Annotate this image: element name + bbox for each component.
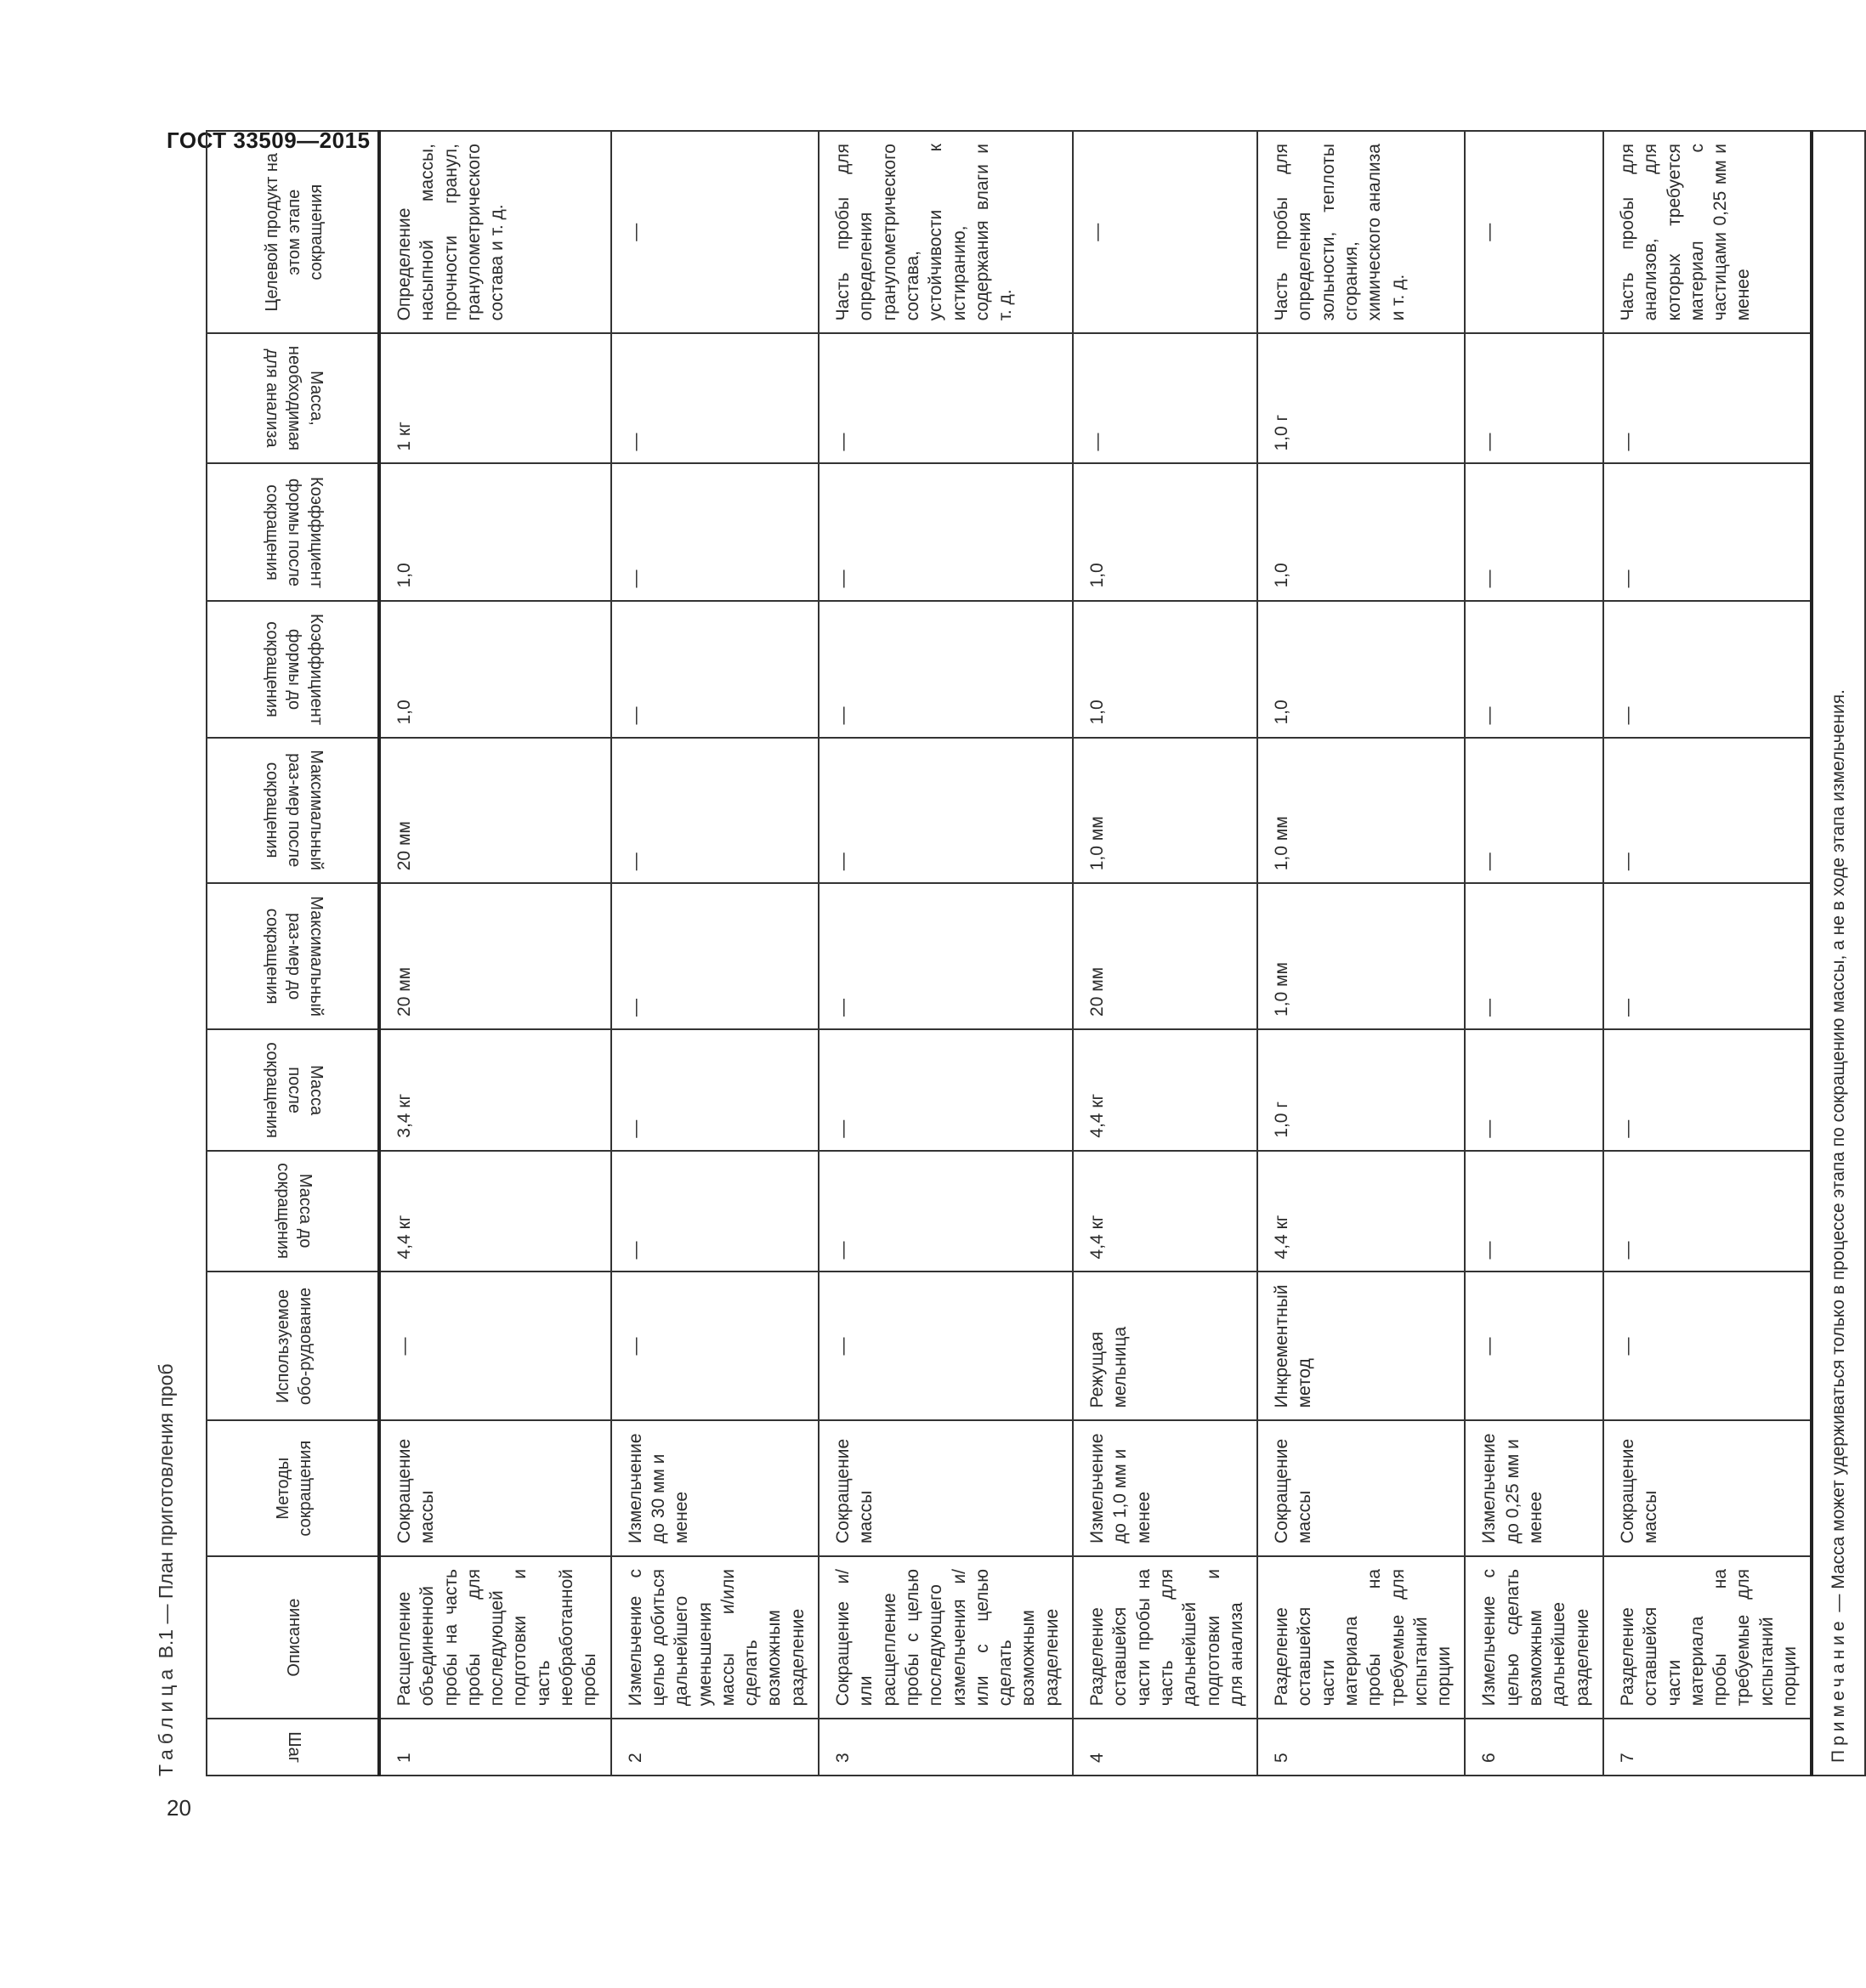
cell-shape-before: — xyxy=(1465,601,1602,738)
cell-target: Часть пробы для определения зольности, теплоты сгорания, химического анализа и т. д. xyxy=(1257,131,1465,333)
cell-target: Часть пробы для определения гранулометрического состава, устойчивости к истиранию, содержания влаги и т. д. xyxy=(819,131,1073,333)
cell-size-before: 1,0 мм xyxy=(1257,883,1465,1029)
cell-step: 2 xyxy=(611,1719,819,1776)
cell-method: Измельчение до 0,25 мм и менее xyxy=(1465,1420,1602,1556)
cell-shape-before: 1,0 xyxy=(379,601,611,738)
cell-shape-after: — xyxy=(1465,464,1602,601)
cell-shape-before: 1,0 xyxy=(1257,601,1465,738)
header-method: Методы сокращения xyxy=(207,1420,379,1556)
cell-description: Разделение оставшейся части материала пробы на требуемые для испытаний порции xyxy=(1603,1556,1812,1719)
cell-mass-after: — xyxy=(819,1029,1073,1151)
cell-step: 4 xyxy=(1073,1719,1257,1776)
cell-target: — xyxy=(1073,131,1257,333)
cell-mass-after: — xyxy=(611,1029,819,1151)
document-header: ГОСТ 33509—2015 xyxy=(167,127,371,153)
cell-step: 7 xyxy=(1603,1719,1812,1776)
cell-target: — xyxy=(611,131,819,333)
cell-step: 3 xyxy=(819,1719,1073,1776)
cell-size-after: 20 мм xyxy=(379,738,611,884)
table-caption xyxy=(155,1363,178,1776)
cell-mass-analysis: — xyxy=(1603,333,1812,463)
cell-equipment: — xyxy=(819,1272,1073,1420)
table-row xyxy=(611,131,819,1776)
table-note xyxy=(1812,131,1864,1776)
cell-mass-before: 4,4 кг xyxy=(1257,1151,1465,1272)
cell-mass-before: — xyxy=(1603,1151,1812,1272)
cell-size-after: — xyxy=(819,738,1073,884)
cell-mass-after: 4,4 кг xyxy=(1073,1029,1257,1151)
cell-mass-before: — xyxy=(1465,1151,1602,1272)
cell-size-after: 1,0 мм xyxy=(1257,738,1465,884)
caption-text: В.1 — План приготовления проб xyxy=(155,1363,177,1659)
cell-description: Измельчение с целью сделать возможным дальнейшее разделение xyxy=(1465,1556,1602,1719)
cell-mass-after: 3,4 кг xyxy=(379,1029,611,1151)
header-mass-analysis: Масса, необходимая для анализа xyxy=(207,333,379,463)
caption-label: Таблица xyxy=(155,1663,177,1776)
cell-equipment: — xyxy=(611,1272,819,1420)
cell-description: Измельчение с целью добиться дальнейшего уменьшения массы и/или сделать возможным разделение xyxy=(611,1556,819,1719)
cell-target: — xyxy=(1465,131,1602,333)
cell-equipment: — xyxy=(1465,1272,1602,1420)
cell-shape-before: 1,0 xyxy=(1073,601,1257,738)
cell-mass-before: 4,4 кг xyxy=(1073,1151,1257,1272)
table-row xyxy=(1073,131,1257,1776)
cell-shape-after: — xyxy=(1603,464,1812,601)
table-row xyxy=(1603,131,1812,1776)
header-size-after: Максимальный раз-мер после сокращения xyxy=(207,738,379,884)
cell-step: 6 xyxy=(1465,1719,1602,1776)
cell-size-before: — xyxy=(611,883,819,1029)
header-shape-after: Коэффициент формы после сокращения xyxy=(207,464,379,601)
cell-shape-after: 1,0 xyxy=(379,464,611,601)
cell-method: Измельчение до 1,0 мм и менее xyxy=(1073,1420,1257,1556)
cell-size-before: — xyxy=(1465,883,1602,1029)
header-description: Описание xyxy=(207,1556,379,1719)
table-row xyxy=(1465,131,1602,1776)
sample-prep-table xyxy=(206,130,1866,1776)
cell-target: Часть пробы для анализов, для которых требуется материал с частицами 0,25 мм и менее xyxy=(1603,131,1812,333)
cell-description: Разделение оставшейся части пробы на часть для дальнейшей подготовки и для анализа xyxy=(1073,1556,1257,1719)
cell-shape-before: — xyxy=(611,601,819,738)
note-label: Примечание xyxy=(1829,1617,1849,1763)
cell-mass-analysis: — xyxy=(1465,333,1602,463)
note-text: — Масса может удерживаться только в процессе этапа по сокращению массы, а не в ходе этапа измельчения. xyxy=(1829,689,1849,1612)
cell-description: Разделение оставшейся части материала пробы на требуемые для испытаний порции xyxy=(1257,1556,1465,1719)
cell-shape-after: — xyxy=(611,464,819,601)
table-block xyxy=(155,144,1849,1807)
cell-description: Расщепление объединенной пробы на часть пробы для последующей подготовки и часть необработанной пробы xyxy=(379,1556,611,1719)
cell-mass-after: — xyxy=(1465,1029,1602,1151)
cell-size-after: — xyxy=(1603,738,1812,884)
cell-equipment: — xyxy=(379,1272,611,1420)
cell-method: Сокращение массы xyxy=(819,1420,1073,1556)
cell-mass-after: — xyxy=(1603,1029,1812,1151)
table-row xyxy=(1257,131,1465,1776)
page-number: 20 xyxy=(167,1795,191,1821)
cell-size-before: — xyxy=(819,883,1073,1029)
cell-size-before: 20 мм xyxy=(1073,883,1257,1029)
cell-method: Сокращение массы xyxy=(1257,1420,1465,1556)
header-target: Целевой продукт на этом этапе сокращения xyxy=(207,131,379,333)
cell-step: 1 xyxy=(379,1719,611,1776)
table-note-row xyxy=(1812,131,1864,1776)
cell-mass-before: — xyxy=(819,1151,1073,1272)
header-mass-after: Масса после сокращения xyxy=(207,1029,379,1151)
table-row xyxy=(379,131,611,1776)
cell-shape-before: — xyxy=(1603,601,1812,738)
cell-shape-before: — xyxy=(819,601,1073,738)
cell-mass-analysis: 1 кг xyxy=(379,333,611,463)
cell-size-before: 20 мм xyxy=(379,883,611,1029)
cell-size-after: 1,0 мм xyxy=(1073,738,1257,884)
cell-mass-before: — xyxy=(611,1151,819,1272)
cell-target: Определение насыпной массы, прочности гранул, гранулометрического состава и т. д. xyxy=(379,131,611,333)
cell-shape-after: 1,0 xyxy=(1257,464,1465,601)
cell-shape-after: 1,0 xyxy=(1073,464,1257,601)
cell-mass-analysis: — xyxy=(1073,333,1257,463)
cell-step: 5 xyxy=(1257,1719,1465,1776)
cell-mass-before: 4,4 кг xyxy=(379,1151,611,1272)
cell-mass-analysis: — xyxy=(819,333,1073,463)
cell-method: Сокращение массы xyxy=(1603,1420,1812,1556)
cell-equipment: — xyxy=(1603,1272,1812,1420)
cell-mass-after: 1,0 г xyxy=(1257,1029,1465,1151)
cell-size-before: — xyxy=(1603,883,1812,1029)
header-step: Шаг xyxy=(207,1719,379,1776)
cell-mass-analysis: — xyxy=(611,333,819,463)
cell-size-after: — xyxy=(611,738,819,884)
table-header-row xyxy=(207,131,379,1776)
cell-equipment: Режущая мельница xyxy=(1073,1272,1257,1420)
cell-equipment: Инкрементный метод xyxy=(1257,1272,1465,1420)
cell-method: Измельчение до 30 мм и менее xyxy=(611,1420,819,1556)
header-size-before: Максимальный раз-мер до сокращения xyxy=(207,883,379,1029)
cell-method: Сокращение массы xyxy=(379,1420,611,1556)
cell-shape-after: — xyxy=(819,464,1073,601)
cell-description: Сокращение и/или расщепление пробы с целью последующего измельчения и/или с целью сделать возможным разделение xyxy=(819,1556,1073,1719)
header-equipment: Используемое обо-рудование xyxy=(207,1272,379,1420)
cell-mass-analysis: 1,0 г xyxy=(1257,333,1465,463)
header-mass-before: Масса до сокращения xyxy=(207,1151,379,1272)
cell-size-after: — xyxy=(1465,738,1602,884)
header-shape-before: Коэффициент формы до сокращения xyxy=(207,601,379,738)
table-row xyxy=(819,131,1073,1776)
